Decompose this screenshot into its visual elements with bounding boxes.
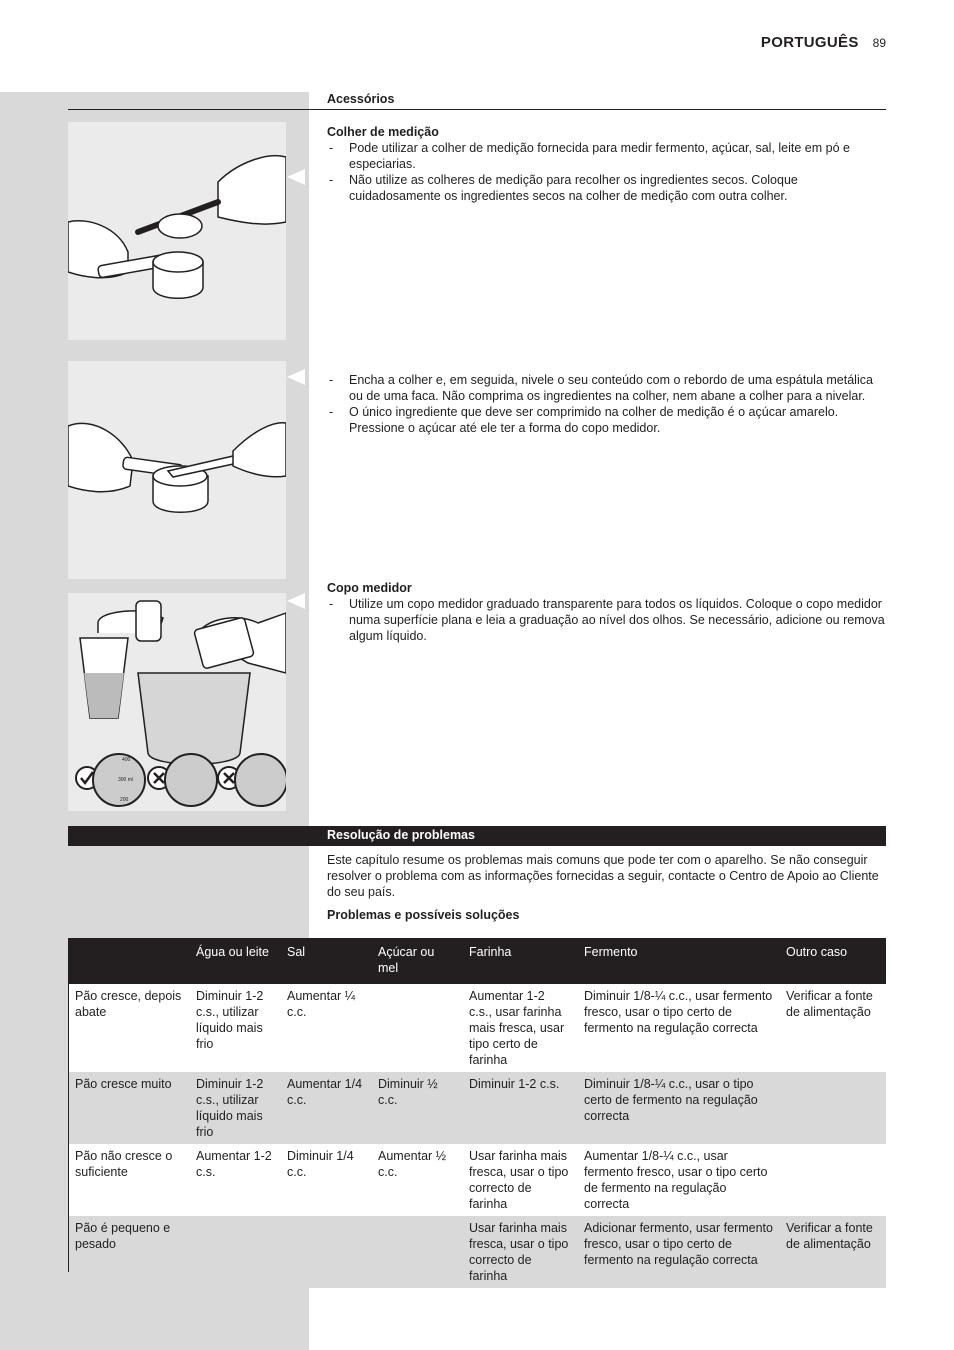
table-cell: Usar farinha mais fresca, usar o tipo correcto de farinha <box>469 1149 569 1211</box>
spoon-list <box>327 140 887 204</box>
pointer-arrow <box>287 593 305 609</box>
list-item: - Não utilize as colheres de medição para recolher os ingredientes secos. Coloque cuidadosamente os ingredientes secos na colher de medição com outra colher. <box>327 172 887 204</box>
table-cell <box>779 1144 886 1216</box>
section-bar-troubleshooting <box>68 826 886 846</box>
table-cell: Aumentar 1/4 c.c. <box>287 1077 363 1107</box>
table-cell: Pão não cresce o suficiente <box>75 1149 173 1179</box>
leveling-list <box>327 372 887 436</box>
table-cell: Pão cresce, depois abate <box>75 989 182 1019</box>
language-label: PORTUGUÊS <box>760 34 859 51</box>
troubleshooting-table <box>68 938 886 1288</box>
cup-scale-too-high <box>164 753 218 807</box>
table-row <box>68 1072 886 1144</box>
table-title: Problemas e possíveis soluções <box>327 908 520 922</box>
table-left-border <box>68 938 69 1272</box>
table-cell: Pão cresce muito <box>75 1077 172 1091</box>
spoon-section <box>327 124 887 204</box>
table-cell: Diminuir 1-2 c.s., utilizar líquido mais frio <box>196 989 264 1051</box>
table-row <box>68 1216 886 1288</box>
scale-label-top: 400 <box>122 757 131 763</box>
table-cell: Aumentar 1/8-¼ c.c., usar fermento fresco, usar o tipo certo de fermento na regulação correcta <box>584 1149 768 1211</box>
list-item: - O único ingrediente que deve ser comprimido na colher de medição é o açúcar amarelo. Pressione o açúcar até ele ter a forma do copo medidor. <box>327 404 887 436</box>
illustration-measuring-cup <box>68 593 286 811</box>
list-item: - Pode utilizar a colher de medição fornecida para medir fermento, açúcar, sal, leite em pó e especiarias. <box>327 140 887 172</box>
table-cell: Diminuir 1-2 c.s. <box>469 1077 560 1091</box>
section-title-troubleshooting: Resolução de problemas <box>327 828 475 842</box>
column-header: Farinha <box>469 945 512 959</box>
table-cell <box>371 984 462 1072</box>
section-title-accessories: Acessórios <box>327 92 395 106</box>
illustration-leveling-spoon <box>68 361 286 579</box>
table-cell: Verificar a fonte de alimentação <box>786 989 873 1019</box>
column-header <box>68 938 189 984</box>
table-cell <box>189 1216 280 1288</box>
column-header: Sal <box>287 945 306 959</box>
table-cell: Diminuir 1/8-¼ c.c., usar fermento fresco, usar o tipo certo de fermento na regulação correcta <box>584 989 773 1035</box>
table-cell: Usar farinha mais fresca, usar o tipo correcto de farinha <box>469 1221 569 1283</box>
table-cell: Aumentar ¼ c.c. <box>287 989 356 1019</box>
table-header-row <box>68 938 886 984</box>
table-cell: Adicionar fermento, usar fermento fresco, usar o tipo certo de fermento na regulação correcta <box>584 1221 773 1267</box>
column-header: Fermento <box>584 945 638 959</box>
table-cell <box>371 1216 462 1288</box>
table-cell <box>779 1072 886 1144</box>
table-row <box>68 984 886 1072</box>
page-number: 89 <box>872 36 886 50</box>
table-cell: Aumentar 1-2 c.s. <box>196 1149 272 1179</box>
table-cell: Pão é pequeno e pesado <box>75 1221 171 1251</box>
cup-scale-correct <box>92 753 146 807</box>
column-header: Açúcar ou mel <box>378 945 435 975</box>
section-rule <box>68 109 886 110</box>
page-header <box>761 34 886 51</box>
table-cell: Aumentar ½ c.c. <box>378 1149 447 1179</box>
illustration-measuring-spoon <box>68 122 286 340</box>
table-cell: Verificar a fonte de alimentação <box>786 1221 873 1251</box>
cup-list <box>327 596 887 644</box>
cup-scale-too-low <box>234 753 286 807</box>
list-item: - Encha a colher e, em seguida, nivele o seu conteúdo com o rebordo de uma espátula metálica ou de uma faca. Não comprima os ingredientes na colher, nem abane a colher para a nivelar. <box>327 372 887 404</box>
scale-label-mid: 300 ml <box>118 777 134 783</box>
pointer-arrow <box>287 369 305 385</box>
table-cell: Diminuir ½ c.c. <box>378 1077 438 1107</box>
troubleshooting-intro: Este capítulo resume os problemas mais comuns que pode ter com o aparelho. Se não conseguir resolver o problema com as informações fornecidas a seguir, contacte o Centro de Apoio ao Cliente do seu país. <box>327 853 879 899</box>
scale-label-bottom: 200 <box>120 797 129 803</box>
leveling-section <box>327 372 887 436</box>
table-cell: Aumentar 1-2 c.s., usar farinha mais fresca, usar tipo certo de farinha <box>469 989 565 1067</box>
column-header: Outro caso <box>786 945 848 959</box>
pointer-arrow <box>287 169 305 185</box>
spoon-heading: Colher de medição <box>327 125 439 139</box>
table-cell: Diminuir 1-2 c.s., utilizar líquido mais frio <box>196 1077 264 1139</box>
table-cell: Diminuir 1/8-¼ c.c., usar o tipo certo de fermento na regulação correcta <box>584 1077 758 1123</box>
cup-reading-comparison <box>74 753 286 809</box>
column-header: Água ou leite <box>196 945 269 959</box>
table-cell <box>280 1216 371 1288</box>
table-cell: Diminuir 1/4 c.c. <box>287 1149 354 1179</box>
cup-section <box>327 580 887 644</box>
cup-heading: Copo medidor <box>327 581 412 595</box>
table-row <box>68 1144 886 1216</box>
list-item: - Utilize um copo medidor graduado transparente para todos os líquidos. Coloque o copo medidor numa superfície plana e leia a graduação ao nível dos olhos. Se necessário, adicione ou remova algum líquido. <box>327 596 887 644</box>
